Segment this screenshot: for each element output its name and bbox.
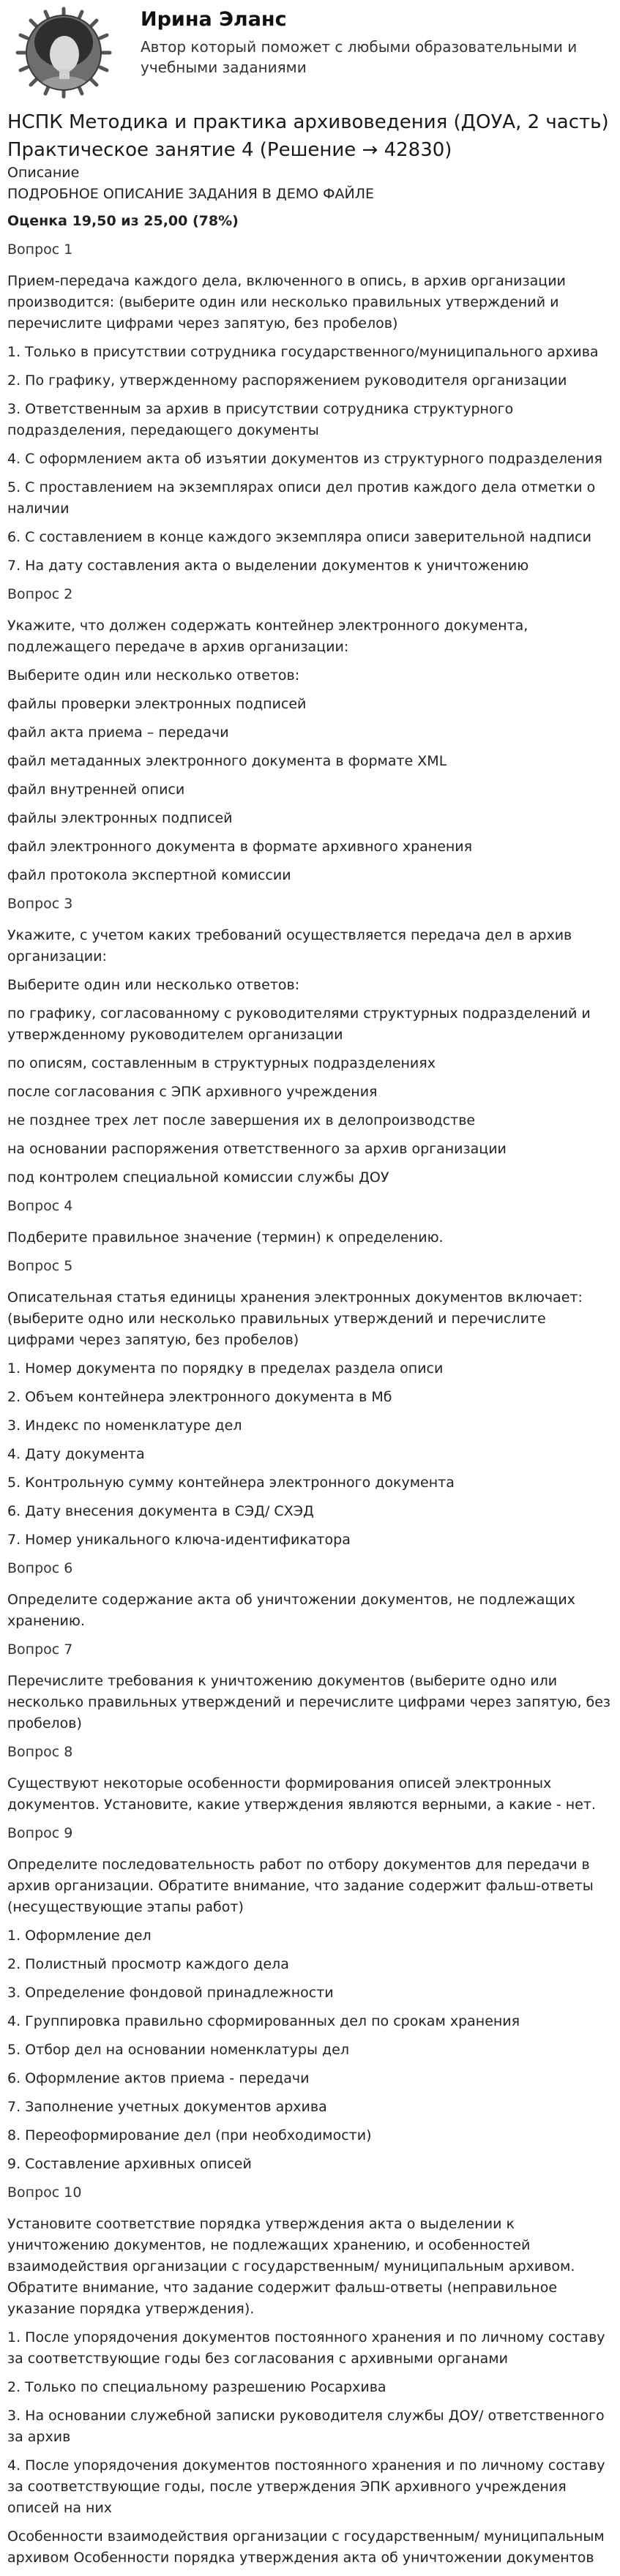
question-heading: Вопрос 8 (7, 1744, 73, 1760)
matching-columns-text: Особенности взаимодействия организации с государственным/ муниципальным архивом Особенности порядка утверждения акта об уничтожении документов (7, 2528, 605, 2566)
answer-option: не позднее трех лет после завершения их в делопроизводстве (7, 1112, 476, 1128)
question-text: Перечислите требования к уничтожению документов (выберите одно или несколько правильных утверждений и перечислите цифрами через запятую, без пробелов) (7, 1673, 611, 1731)
answer-option: 2. По графику, утвержденному распоряжением руководителя организации (7, 372, 567, 389)
question-heading: Вопрос 3 (7, 896, 73, 912)
answer-option: 1. Номер документа по порядку в пределах раздела описи (7, 1360, 444, 1377)
answer-option: файл метаданных электронного документа в формате XML (7, 753, 447, 769)
question-heading: Вопрос 9 (7, 1825, 73, 1841)
answer-option: 1. После упорядочения документов постоянного хранения и по личному составу за соответствующие годы без согласования с архивными органами (7, 2329, 605, 2367)
answer-option: 6. Дату внесения документа в СЭД/ СХЭД (7, 1503, 314, 1519)
answer-option: на основании распоряжения ответственного за архив организации (7, 1141, 507, 1157)
answer-option: 1. Оформление дел (7, 1928, 152, 1944)
answer-option: файлы проверки электронных подписей (7, 696, 307, 712)
question-heading: Вопрос 10 (7, 2184, 82, 2201)
answer-option: 3. Индекс по номенклатуре дел (7, 1418, 242, 1434)
description-text: ПОДРОБНОЕ ОПИСАНИЕ ЗАДАНИЯ В ДЕМО ФАЙЛЕ (7, 186, 375, 202)
answer-option: 8. Переоформирование дел (при необходимости) (7, 2127, 372, 2143)
answer-prompt: Выберите один или несколько ответов: (7, 977, 300, 993)
page-title-line-2: Практическое занятие 4 (Решение → 42830) (7, 139, 452, 161)
answer-option: файл внутренней описи (7, 782, 185, 798)
question-block (7, 1742, 613, 1816)
question-heading: Вопрос 6 (7, 1560, 73, 1576)
answer-option: 3. На основании служебной записки руководителя службы ДОУ/ ответственного за архив (7, 2408, 605, 2445)
description-label: Описание (7, 165, 80, 181)
question-block (7, 1196, 613, 1248)
question-heading: Вопрос 7 (7, 1641, 73, 1658)
question-block (7, 1639, 613, 1734)
question-block (7, 1823, 613, 2175)
question-text: Укажите, с учетом каких требований осуществляется передача дел в архив организации: (7, 927, 572, 965)
answer-option: файлы электронных подписей (7, 810, 233, 826)
question-text: Существуют некоторые особенности формирования описей электронных документов. Установите, какие утверждения являются верными, а какие - нет. (7, 1775, 596, 1813)
question-heading: Вопрос 5 (7, 1258, 73, 1274)
answer-option: файл протокола экспертной комиссии (7, 867, 291, 883)
answer-option: 5. С проставлением на экземплярах описи дел против каждого дела отметки о наличии (7, 479, 596, 517)
answer-option: 7. На дату составления акта о выделении документов к уничтожению (7, 558, 529, 574)
answer-option: 5. Отбор дел на основании номенклатуры дел (7, 2042, 350, 2058)
answer-option: 6. Оформление актов приема - передачи (7, 2070, 310, 2086)
author-header (7, 0, 613, 107)
answer-option: 4. Группировка правильно сформированных дел по срокам хранения (7, 2013, 520, 2029)
answer-option: 6. С составлением в конце каждого экземпляра описи заверительной надписи (7, 529, 591, 545)
answer-prompt: Выберите один или несколько ответов: (7, 667, 300, 684)
answer-option: под контролем специальной комиссии службы ДОУ (7, 1169, 389, 1186)
answer-option: 2. Объем контейнера электронного документа в Мб (7, 1389, 392, 1405)
page-title-line-1: НСПК Методика и практика архивоведения (ДОУА, 2 часть) (7, 111, 609, 133)
answer-option: 5. Контрольную сумму контейнера электронного документа (7, 1475, 455, 1491)
answer-option: по описям, составленным в структурных подразделениях (7, 1055, 436, 1071)
answer-option: 1. Только в присутствии сотрудника государственного/муниципального архива (7, 344, 599, 360)
answer-option: по графику, согласованному с руководителями структурных подразделений и утвержденному руководителем организации (7, 1006, 591, 1043)
score: Оценка 19,50 из 25,00 (78%) (7, 213, 239, 229)
answer-option: файл акта приема – передачи (7, 724, 229, 741)
answer-option: 7. Номер уникального ключа-идентификатора (7, 1532, 351, 1548)
question-block (7, 1558, 613, 1632)
question-heading: Вопрос 2 (7, 586, 73, 602)
question-text: Установите соответствие порядка утверждения акта о выделении к уничтожению документов, не подлежащих хранению, и особенностей взаимодействия организации с государственным/ муниципальным архивом. Обратите внимание, что задание содержит фальш-ответы (неправильное указание порядка утверждения). (7, 2216, 575, 2317)
question-text: Прием-передача каждого дела, включенного в опись, в архив организации производится: (выберите один или несколько правильных утверждений и перечислите цифрами через запятую, без пробелов) (7, 273, 566, 332)
question-text: Определите последовательность работ по отбору документов для передачи в архив организации. Обратите внимание, что задание содержит фальш-ответы (несуществующие этапы работ) (7, 1857, 594, 1915)
question-heading: Вопрос 1 (7, 242, 73, 258)
questions-list (7, 239, 613, 2569)
answer-option: 9. Составление архивных описей (7, 2156, 252, 2172)
question-block (7, 2182, 613, 2569)
answer-option: 4. Дату документа (7, 1446, 145, 1462)
question-block (7, 1256, 613, 1551)
author-description: Автор который поможет с любыми образовательными и учебными заданиями (141, 38, 578, 76)
question-heading: Вопрос 4 (7, 1198, 73, 1214)
question-block (7, 584, 613, 886)
answer-option: 3. Ответственным за архив в присутствии сотрудника структурного подразделения, передающего документы (7, 401, 514, 438)
answer-option: 7. Заполнение учетных документов архива (7, 2099, 327, 2115)
answer-option: 4. С оформлением акта об изъятии документов из структурного подразделения (7, 451, 602, 467)
author-name: Ирина Эланс (141, 8, 287, 31)
answer-option: 3. Определение фондовой принадлежности (7, 1985, 334, 2001)
answer-option: файл электронного документа в формате архивного хранения (7, 839, 473, 855)
author-avatar (9, 6, 119, 100)
question-text: Подберите правильное значение (термин) к определению. (7, 1229, 444, 1246)
question-block (7, 894, 613, 1188)
question-text: Укажите, что должен содержать контейнер электронного документа, подлежащего передаче в архив организации: (7, 618, 529, 655)
answer-option: 2. Полистный просмотр каждого дела (7, 1956, 289, 1972)
question-text: Описательная статья единицы хранения электронных документов включает: (выберите одно или несколько правильных утверждений и перечислите цифрами через запятую, без пробелов) (7, 1289, 583, 1348)
question-text: Определите содержание акта об уничтожении документов, не подлежащих хранению. (7, 1592, 575, 1629)
question-block (7, 239, 613, 577)
answer-option: 4. После упорядочения документов постоянного хранения и по личному составу за соответствующие годы, после утверждения ЭПК архивного учреждения описей на них (7, 2457, 605, 2516)
answer-option: 2. Только по специальному разрешению Росархива (7, 2379, 386, 2395)
answer-option: после согласования с ЭПК архивного учреждения (7, 1084, 378, 1100)
